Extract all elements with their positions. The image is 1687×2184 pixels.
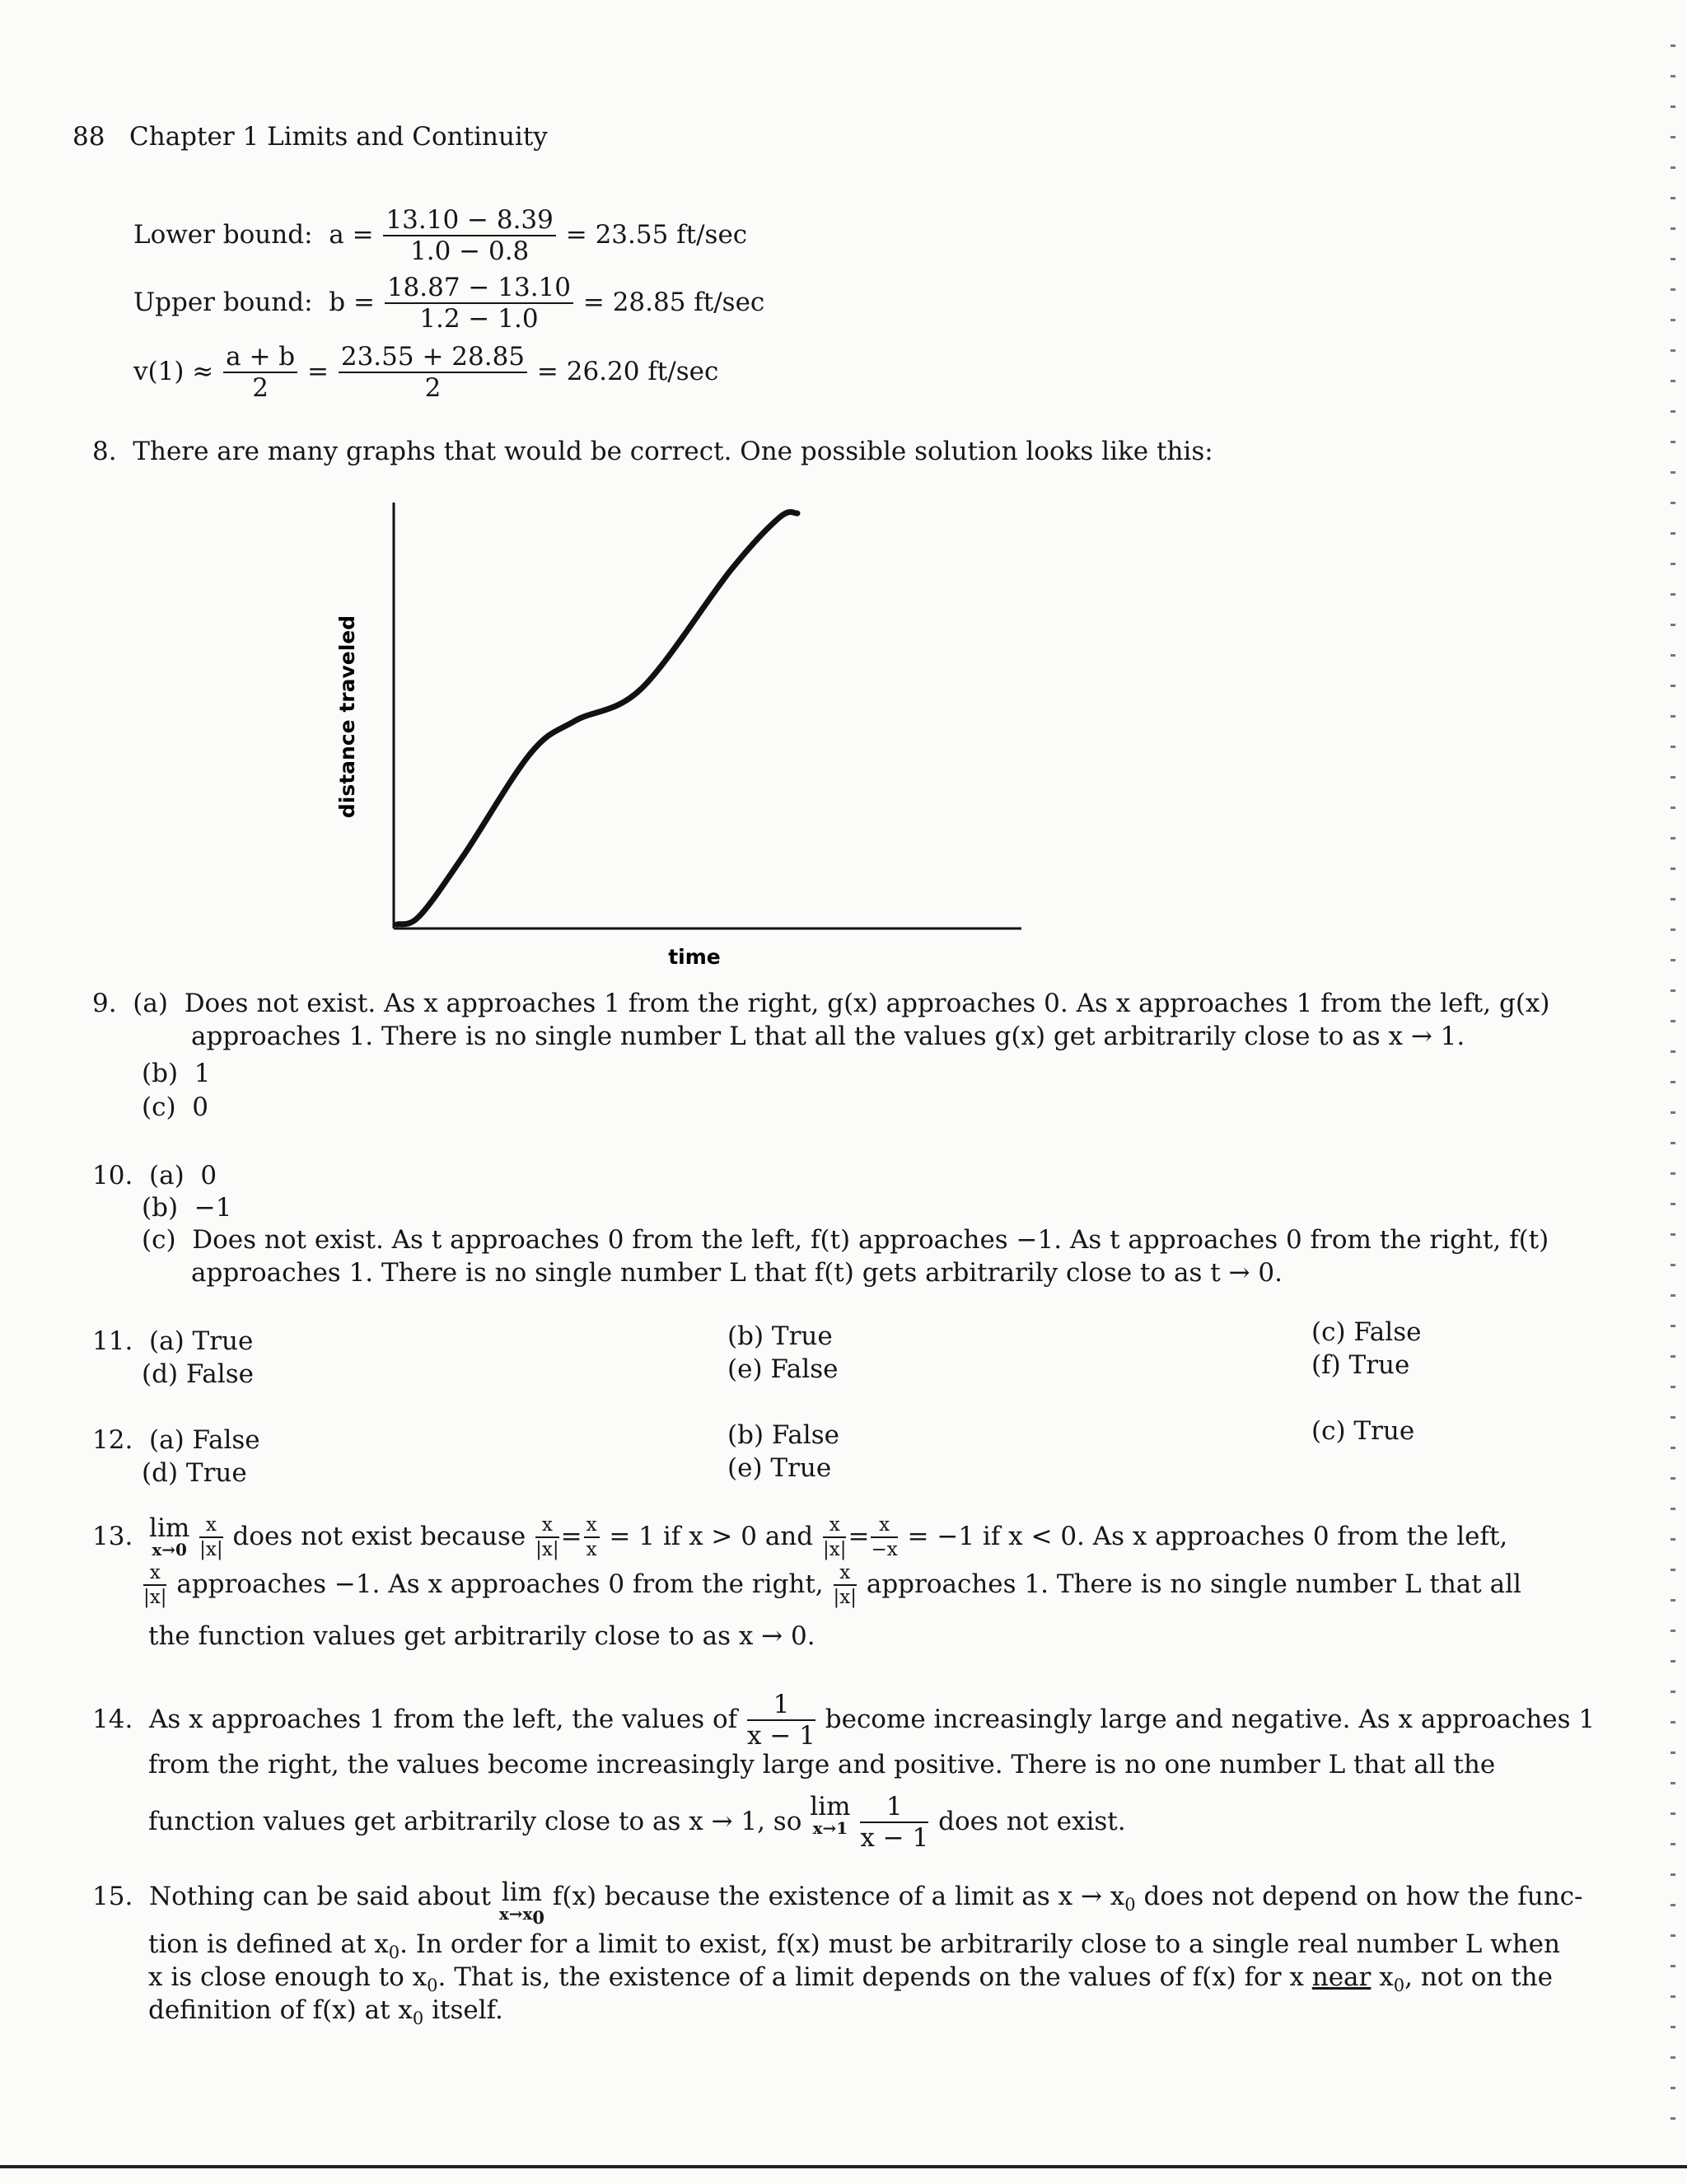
q8 [92,435,1213,468]
q8-number: 8. [92,437,117,466]
q9c: (c) 0 [142,1092,209,1122]
q9-number: 9. [92,989,117,1018]
upper-bound-fraction: $\frac{18.87 - 13.10}{1.2 - 1.0}$ [385,275,573,332]
q10b: (b) −1 [142,1193,232,1223]
q9a-line1: Does not exist. As x approaches 1 from the right, g(x) approaches 0. As x approaches 1 from the left, g(x) [184,989,1550,1018]
q11-c: (c) False [1311,1317,1422,1347]
chapter-title: Chapter 1 Limits and Continuity [129,122,548,152]
scan-margin-marks [1671,16,1675,2142]
q12-e: (e) True [727,1453,832,1483]
distance-curve [397,512,797,924]
q11-d: (d) False [142,1359,254,1389]
q14-limit: lim x→1 [810,1792,851,1838]
q11-b: (b) True [727,1321,833,1351]
q14-line1: 14. As x approaches 1 from the left, the values of $\frac{1}{x - 1}$ become increasingly large and negative. As x approaches 1 [92,1690,1596,1751]
q11-e: (e) False [727,1354,839,1384]
q15-limit: lim $x\to x_0$ [498,1878,545,1928]
q12-c: (c) True [1311,1416,1415,1446]
q15-line3: x is close enough to $x_0$. That is, the existence of a limit depends on the values of f(x) for x near $x_0$, not on the [148,1962,1553,1996]
q11-a: 11. (a) True [92,1326,254,1356]
q14-line3: function values get arbitrarily close to as x → 1, so lim x→1 $\frac{1}{x - 1}$ does not exist. [148,1792,1126,1853]
page-header [72,120,548,153]
q9b: (b) 1 [142,1059,211,1088]
q9a-line2: approaches 1. There is no single number L that all the values g(x) get arbitrarily close to as x → 1. [191,1022,1465,1051]
q14-fraction: $\frac{1}{x - 1}$ [747,1690,815,1751]
q10c-line2: approaches 1. There is no single number L that f(t) gets arbitrarily close to as t → 0. [191,1258,1283,1288]
upper-bound-line: Upper bound: b = $\frac{18.87 - 13.10}{1.2 - 1.0}$ = 28.85 ft/sec [133,273,765,334]
q11-f: (f) True [1311,1350,1410,1380]
q10a: 10. (a) 0 [92,1161,217,1190]
q15-line1: 15. Nothing can be said about lim $x\to x_0$ f(x) because the existence of a limit as $x \to x_0$ does not depend on how the func- [92,1878,1583,1928]
x-axis-label: time [668,945,721,969]
q14-line2: from the right, the values become increasingly large and positive. There is no one number L that all the [148,1750,1496,1779]
q12-a: 12. (a) False [92,1425,260,1455]
lower-bound-line: Lower bound: a = $\frac{13.10 - 8.39}{1.0 - 0.8}$ = 23.55 ft/sec [133,205,748,266]
q9: 9. (a) Does not exist. As x approaches 1 from the right, g(x) approaches 0. As x approaches 1 from the left, g(x) [92,989,1550,1018]
v1-fraction-2: $\frac{23.55 + 28.85}{2}$ [339,344,527,401]
q10c: (c) Does not exist. As t approaches 0 from the left, f(t) approaches −1. As t approaches 0 from the right, f(t) [142,1225,1549,1255]
page-bottom-rule [0,2165,1687,2168]
upper-bound-label: Upper bound: [133,288,313,317]
q12-b: (b) False [727,1420,839,1450]
distance-time-chart [329,494,1038,972]
q14-number: 14. [92,1705,133,1734]
q15-number: 15. [92,1882,133,1911]
q12-d: (d) True [142,1458,247,1488]
q15-line4: definition of f(x) at $x_0$ itself. [148,1995,503,2029]
q13-limit: lim x→0 [149,1513,190,1560]
v1-fraction-1: $\frac{a + b}{2}$ [223,344,297,401]
q15-line2: tion is defined at $x_0$. In order for a limit to exist, f(x) must be arbitrarily close to a single real number L when [148,1929,1560,1963]
y-axis-label: distance traveled [335,615,359,819]
q12-number: 12. [92,1425,133,1455]
lower-bound-label: Lower bound: [133,220,313,250]
q8-text: There are many graphs that would be correct. One possible solution looks like this: [133,437,1213,466]
q13-line1: 13. lim x→0 $\frac{x}{|x|}$ does not exist because $\frac{x}{|x|}$ = $\frac{x}{x}$ = 1 if x > 0 and $\frac{x}{|x|}$ = $\frac{x}{-x}$ = −1 if x < 0. As x approaches 0 from the left, [92,1513,1508,1560]
page-number: 88 [72,122,105,152]
q13-number: 13. [92,1522,133,1551]
q13-line3: the function values get arbitrarily close to as x → 0. [148,1621,815,1651]
q13-line2: $\frac{x}{|x|}$ approaches −1. As x approaches 0 from the right, $\frac{x}{|x|}$ approaches 1. There is no single number L that all [143,1562,1521,1608]
lower-bound-fraction: $\frac{13.10 - 8.39}{1.0 - 0.8}$ [383,208,555,264]
v1-line: v(1) ≈ $\frac{a + b}{2}$ = $\frac{23.55 + 28.85}{2}$ = 26.20 ft/sec [133,342,719,403]
q10-number: 10. [92,1161,133,1190]
near-underlined: near [1311,1962,1372,1992]
q11-number: 11. [92,1326,133,1356]
